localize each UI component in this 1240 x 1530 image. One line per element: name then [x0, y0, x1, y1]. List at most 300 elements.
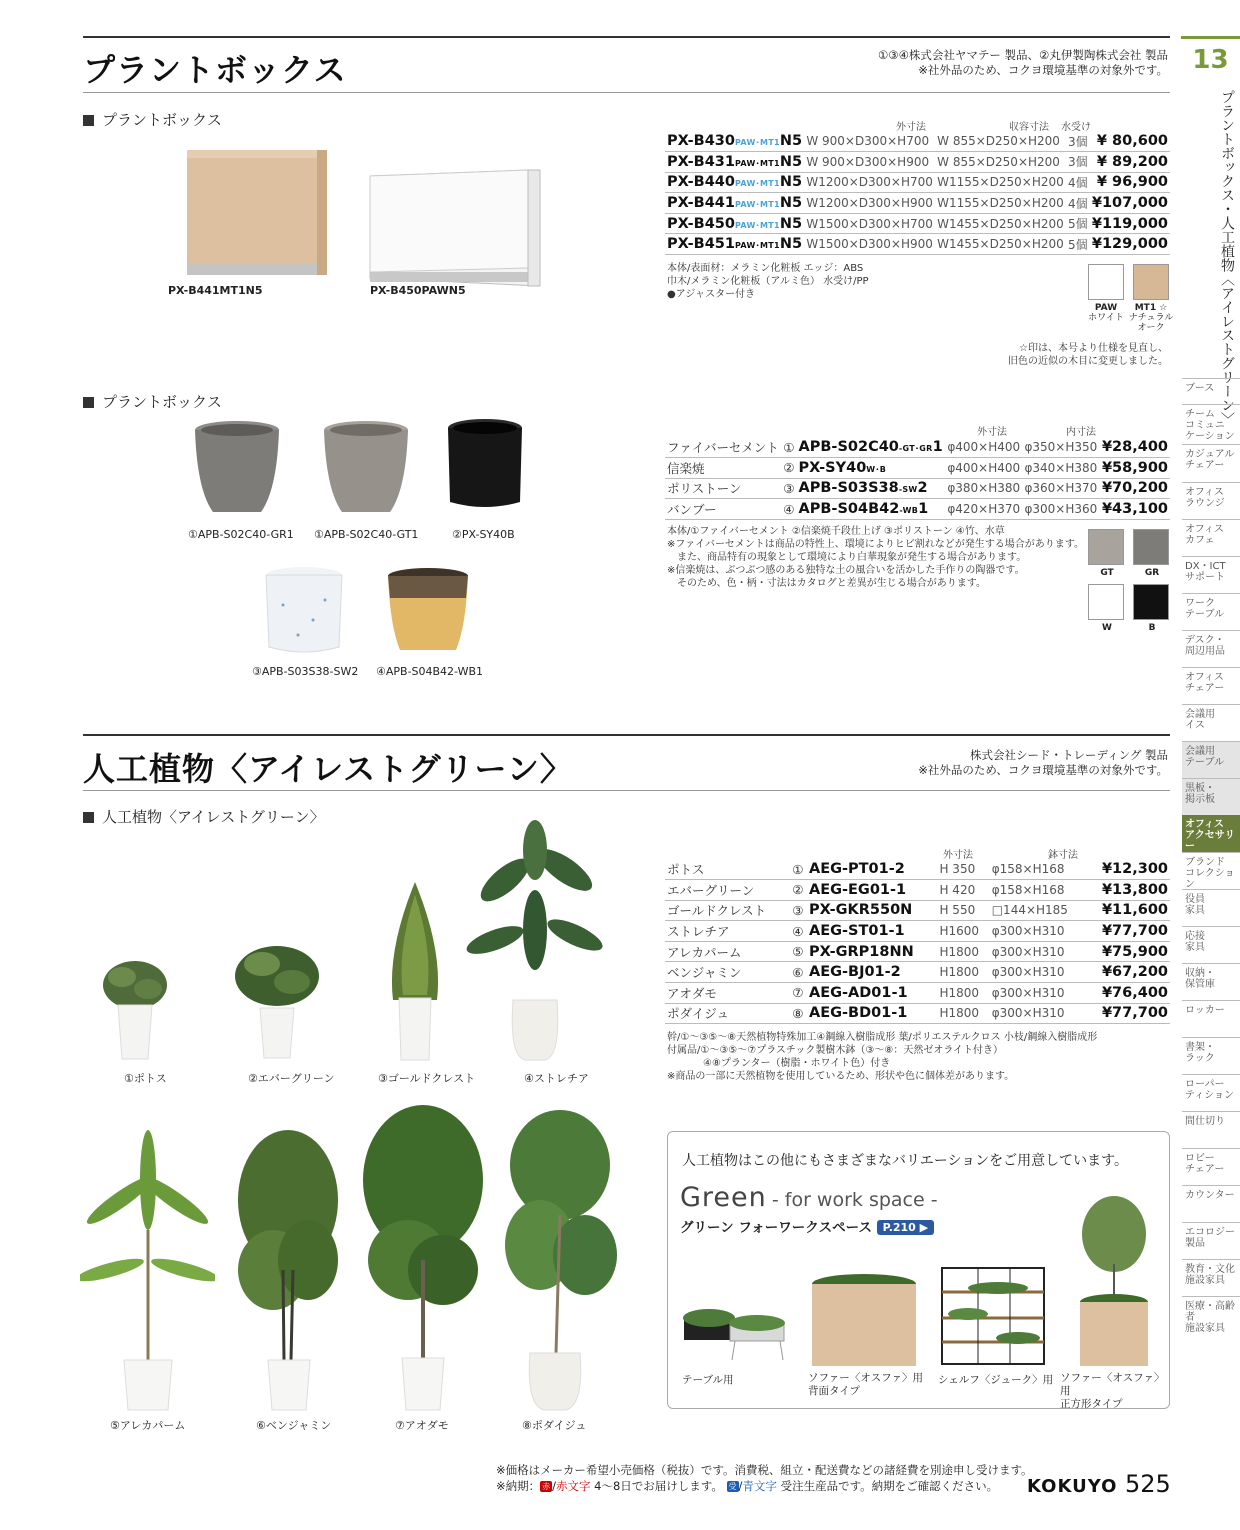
material: ポリストーン: [665, 478, 781, 499]
sidebar-item-label: ワーク: [1185, 598, 1215, 609]
code-suffix: PAW･MT1: [734, 158, 780, 168]
price: ¥12,300: [1086, 859, 1170, 880]
plant-name: ポダイジュ: [665, 1003, 789, 1024]
note-line: ※ファイバーセメントは商品の特性上、環境によりヒビ割れなどが発生する場合があります。: [667, 539, 1084, 550]
note-line: 本体/表面材：メラミン化粧板 エッジ：ABS: [667, 263, 864, 274]
code-suffix: PAW･MT1: [734, 179, 780, 189]
item-number: ④: [789, 921, 807, 942]
outer-size: W1200×D300×H900: [804, 193, 935, 214]
table-row: [665, 213, 1170, 234]
chapter-vertical-title: プラントボックス・人工植物〈アイレストグリーン〉: [1219, 90, 1235, 426]
sidebar-item-label: 施設家具: [1185, 1323, 1225, 1334]
product-code: AEG-AD01-1: [807, 983, 938, 1004]
brand-logo: KOKUYO: [1027, 1476, 1118, 1497]
plant-caption-4: ④ストレチア: [524, 1072, 589, 1085]
sidebar-item-label: 周辺用品: [1185, 646, 1225, 657]
maker-line: 株式会社シード・トレーディング 製品: [969, 748, 1168, 762]
price: ¥ 96,900: [1090, 172, 1170, 193]
plant-name: エバーグリーン: [665, 880, 789, 901]
outer-size: φ380×H380: [945, 478, 1022, 499]
promo-caption-4: [1060, 1372, 1169, 1411]
price: ¥76,400: [1086, 983, 1170, 1004]
sidebar-item-label: チェアー: [1185, 683, 1225, 694]
promo-table-planter-image: [680, 1300, 788, 1370]
code-tail: N5: [779, 236, 803, 253]
promo-caption-line: ソファー〈オスファ〉用: [1060, 1372, 1165, 1397]
plant-name: アオダモ: [665, 983, 789, 1004]
item-number: ①: [789, 859, 807, 880]
plant-caption-2: ②エバーグリーン: [248, 1072, 335, 1085]
material: ファイバーセメント: [665, 437, 781, 458]
sidebar-item-label: 医療・高齢者: [1185, 1301, 1235, 1323]
plant-name: ポトス: [665, 859, 789, 880]
pot-size: φ158×H168: [990, 859, 1086, 880]
promo-jp-name[interactable]: [680, 1216, 934, 1236]
subhead-planter-box: [83, 109, 222, 130]
section-title-planter: プラントボックス: [83, 51, 347, 89]
outer-size: H1800: [937, 1003, 989, 1024]
sidebar-item[interactable]: [1182, 889, 1240, 926]
inner-size: W1155×D250×H200: [935, 193, 1066, 214]
footer-text: 受注生産品です。納期をご確認ください。: [776, 1479, 999, 1493]
sidebar-item[interactable]: [1182, 1074, 1240, 1111]
sidebar-item[interactable]: [1182, 1000, 1240, 1037]
sidebar-item[interactable]: [1182, 926, 1240, 963]
sidebar-item-label: ローパー: [1185, 1079, 1225, 1090]
swatch-paw-label: [1082, 303, 1130, 323]
plant-caption-6: ⑥ベンジャミン: [256, 1419, 332, 1432]
title-underline: [83, 92, 1170, 93]
swatch-paw: [1088, 264, 1124, 300]
footer-text: /: [552, 1479, 557, 1493]
plants-notes: [667, 1031, 1097, 1083]
product-code: [797, 437, 946, 458]
code-tail: 1: [932, 439, 943, 456]
sidebar-item[interactable]: [1182, 667, 1240, 704]
subhead-label: プラントボックス: [102, 111, 222, 129]
pot-gt-image: [322, 420, 410, 518]
code-tail: N5: [779, 195, 803, 212]
item-number: ③: [781, 478, 796, 499]
tray-count: 5個: [1066, 213, 1090, 234]
code-tail: 1: [918, 501, 929, 518]
product-code: [665, 213, 804, 234]
sidebar-item[interactable]: [1182, 1259, 1240, 1296]
product-code: [665, 172, 804, 193]
sidebar-item[interactable]: [1182, 444, 1240, 482]
promo-caption-2: [808, 1372, 923, 1398]
sidebar-item-label: ブランド: [1185, 857, 1225, 868]
sidebar-item-label: チェアー: [1185, 460, 1225, 471]
sidebar-item-label: 収納・: [1185, 968, 1215, 979]
pot-size: φ300×H310: [990, 941, 1086, 962]
code-main: APB-S04B42: [798, 501, 900, 518]
price: ¥67,200: [1086, 962, 1170, 983]
code-tail: N5: [779, 133, 803, 150]
sidebar-item[interactable]: [1182, 1222, 1240, 1259]
plant-caption-8: ⑧ポダイジュ: [522, 1419, 587, 1432]
star-note: [968, 342, 1168, 368]
plant-goldcrest-image: [385, 880, 445, 1062]
subhead-label: 人工植物〈アイレストグリーン〉: [102, 808, 325, 826]
square-bullet-icon: [83, 397, 94, 408]
sidebar-item[interactable]: [1182, 815, 1240, 852]
footer-notes: [496, 1462, 1033, 1494]
outer-size: W1200×D300×H700: [804, 172, 935, 193]
sidebar-item-label: 施設家具: [1185, 1275, 1225, 1286]
sidebar-item-label: 会議用: [1185, 746, 1215, 757]
outer-size: W1500×D300×H700: [804, 213, 935, 234]
price: ¥28,400: [1100, 437, 1170, 458]
code-suffix: -GT･GR: [898, 444, 933, 454]
code-suffix: PAW･MT1: [734, 241, 780, 251]
product-code: PX-GKR550N: [807, 900, 938, 921]
note-line: 旧色の近似の木目に変更しました。: [1008, 356, 1168, 367]
code-main: PX-B441: [667, 195, 735, 212]
swatch-gt-label: GT: [1100, 568, 1114, 578]
sidebar-item-label: アクセサリー: [1185, 830, 1235, 852]
promo-caption-line: 背面タイプ: [808, 1385, 860, 1397]
table-row: [665, 131, 1170, 152]
sidebar-item[interactable]: [1182, 741, 1240, 778]
planter-box-notes: [667, 262, 869, 301]
code-main: PX-B440: [667, 174, 735, 191]
pot-bamboo-image: [386, 566, 470, 656]
table-row: [665, 880, 1170, 901]
sidebar-item[interactable]: [1182, 482, 1240, 519]
page-ref-link[interactable]: P.210 ▶: [877, 1220, 934, 1235]
plant-name: ストレチア: [665, 921, 789, 942]
code-tail: N5: [779, 215, 803, 232]
sidebar-item[interactable]: [1182, 556, 1240, 593]
pot-size: φ300×H310: [990, 983, 1086, 1004]
code-suffix: PAW･MT1: [734, 200, 780, 210]
product-code: AEG-BD01-1: [807, 1003, 938, 1024]
sidebar-item[interactable]: [1182, 593, 1240, 630]
sidebar-item-label: 保管庫: [1185, 979, 1215, 990]
plant-pothos-image: [100, 955, 170, 1063]
sidebar-item[interactable]: [1182, 1296, 1240, 1334]
note-line: また、商品特有の現象として環境により白華現象が発生する場合があります。: [677, 552, 1027, 563]
code-main: APB-S02C40: [798, 439, 899, 456]
footer-blue-text: 青文字: [742, 1479, 777, 1493]
sidebar-item-label: チーム: [1185, 409, 1215, 420]
material: 信楽焼: [665, 458, 781, 479]
sidebar-item-label: 家具: [1185, 942, 1205, 953]
subhead-pots: [83, 391, 222, 412]
note-line: そのため、色・柄・寸法はカタログと差異が生じる場合があります。: [677, 578, 986, 589]
col-pot: 鉢寸法: [1048, 850, 1078, 861]
pot-white-image: [263, 565, 345, 657]
table-row: [665, 172, 1170, 193]
note-line: ※商品の一部に天然植物を使用しているため、形状や色に個体差があります。: [667, 1071, 1015, 1082]
promo-jp-label: グリーン フォーワークスペース: [680, 1220, 872, 1236]
sidebar-item[interactable]: [1182, 378, 1240, 404]
product-code: [665, 152, 804, 173]
section-title-plants: 人工植物〈アイレストグリーン〉: [83, 750, 573, 788]
inner-size: W1155×D250×H200: [935, 172, 1066, 193]
swatch-gr: [1133, 529, 1169, 565]
outer-size: W 900×D300×H900: [804, 152, 935, 173]
product-code: AEG-BJ01-2: [807, 962, 938, 983]
footer-red-text: 赤文字: [556, 1479, 591, 1493]
footer-text: /: [738, 1479, 743, 1493]
code-suffix: W･B: [866, 464, 887, 474]
pots-notes: [667, 525, 1084, 590]
col-outer: 外寸法: [977, 427, 1007, 438]
sidebar-item-label: 会議用: [1185, 709, 1215, 720]
sidebar-item-label: エコロジー: [1185, 1227, 1235, 1238]
item-number: ⑦: [789, 983, 807, 1004]
sidebar-item-label: カウンター: [1185, 1190, 1235, 1201]
sidebar-item-label: テーブル: [1185, 609, 1225, 620]
plant-caption-5: ⑤アレカパーム: [110, 1419, 186, 1432]
planter-box-table: [665, 131, 1170, 255]
plant-caption-3: ③ゴールドクレスト: [378, 1072, 476, 1085]
price: ¥70,200: [1100, 478, 1170, 499]
sidebar-item[interactable]: [1182, 704, 1240, 741]
inner-size: W 855×D250×H200: [935, 131, 1066, 152]
sidebar-item-label: 家具: [1185, 905, 1205, 916]
outer-size: W 900×D300×H700: [804, 131, 935, 152]
swatch-gt: [1088, 529, 1124, 565]
sidebar-item-label: カジュアル: [1185, 449, 1235, 460]
square-bullet-icon: [83, 115, 94, 126]
code-suffix: -WB: [899, 506, 919, 516]
outer-size: H1800: [937, 962, 989, 983]
maker-note-2: [748, 748, 1168, 778]
sidebar-item[interactable]: [1182, 404, 1240, 444]
code-suffix: PAW･MT1: [734, 220, 780, 230]
pot-size: φ300×H310: [990, 962, 1086, 983]
swatch-code: MT1 ☆: [1134, 303, 1168, 313]
material: バンブー: [665, 499, 781, 520]
outer-size: φ400×H400: [945, 437, 1022, 458]
promo-caption-3: シェルフ〈ジューク〉用: [938, 1374, 1054, 1386]
table-row: [665, 478, 1170, 499]
swatch-gr-label: GR: [1144, 568, 1160, 578]
outer-size: H 420: [937, 880, 989, 901]
promo-logo-main: Green: [680, 1182, 767, 1213]
note-line: ●アジャスター付き: [667, 289, 756, 300]
sidebar-item[interactable]: [1182, 1185, 1240, 1222]
sidebar-item[interactable]: [1182, 852, 1240, 889]
sidebar-item-label: オフィス: [1185, 819, 1224, 830]
note-line: ☆印は、本号より仕様を見直し、: [1019, 343, 1168, 354]
red-stock-icon: 赤: [542, 1482, 551, 1491]
footer-line-1: ※価格はメーカー希望小売価格（税抜）です。消費税、組立・配送費などの諸経費を別途申し受けます。: [496, 1463, 1033, 1477]
maker-line: ※社外品のため、コクヨ環境基準の対象外です。: [918, 63, 1168, 77]
promo-box: [667, 1131, 1170, 1409]
plant-strelitzia-image: [465, 820, 605, 1064]
code-suffix: -SW: [898, 485, 918, 495]
price: ¥58,900: [1100, 458, 1170, 479]
outer-size: H 550: [937, 900, 989, 921]
sidebar-item-label: オフィス: [1185, 524, 1224, 535]
pot-gr-image: [193, 420, 281, 518]
inner-size: φ360×H370: [1022, 478, 1099, 499]
code-suffix: PAW･MT1: [734, 138, 780, 148]
promo-caption-1: テーブル用: [682, 1374, 734, 1386]
code-main: PX-B450: [667, 215, 735, 232]
price: ¥13,800: [1086, 880, 1170, 901]
price: ¥ 80,600: [1090, 131, 1170, 152]
pot-caption-5: ④APB-S04B42-WB1: [376, 665, 484, 678]
sidebar-item-label: イス: [1185, 720, 1205, 731]
plant-caption-1: ①ポトス: [124, 1072, 167, 1085]
plant-caption-7: ⑦アオダモ: [395, 1419, 449, 1432]
plant-name: ベンジャミン: [665, 962, 789, 983]
code-tail: N5: [779, 153, 803, 170]
subhead-label: プラントボックス: [102, 393, 222, 411]
product-code: [665, 131, 804, 152]
swatch-name: ナチュラル: [1128, 313, 1174, 323]
col-inner: 内寸法: [1066, 427, 1096, 438]
outer-size: φ400×H400: [945, 458, 1022, 479]
planter-box-white-image: [368, 168, 543, 292]
item-number: ⑥: [789, 962, 807, 983]
promo-shelf-image: [938, 1266, 1048, 1366]
sidebar-item-label: サポート: [1185, 572, 1225, 583]
price: ¥77,700: [1086, 1003, 1170, 1024]
note-line: ※信楽焼は、ぶつぶつ感のある独特な土の風合いを活かした手作りの陶器です。: [667, 565, 1025, 576]
code-main: APB-S03S38: [798, 480, 899, 497]
item-number: ⑧: [789, 1003, 807, 1024]
code-main: PX-SY40: [798, 459, 867, 476]
sidebar-item-label: DX・ICT: [1185, 561, 1226, 572]
plant-name: ゴールドクレスト: [665, 900, 789, 921]
top-rule: [83, 36, 1170, 38]
outer-size: φ420×H370: [945, 499, 1022, 520]
sidebar-item[interactable]: [1182, 1111, 1240, 1148]
sidebar-item[interactable]: [1182, 963, 1240, 1000]
table-row: [665, 193, 1170, 214]
item-number: ①: [781, 437, 796, 458]
table-row: [665, 1003, 1170, 1024]
table-row: [665, 859, 1170, 880]
maker-line: ①③④株式会社ヤマテー 製品、②丸伊製陶株式会社 製品: [877, 48, 1168, 62]
price: ¥43,100: [1100, 499, 1170, 520]
planter-box-white-caption: PX-B450PAWN5: [370, 284, 466, 297]
product-code: AEG-PT01-2: [807, 859, 938, 880]
outer-size: H 350: [937, 859, 989, 880]
note-line: 本体/①ファイバーセメント ②信楽焼千段仕上げ ③ポリストーン ④竹、水草: [667, 526, 1005, 537]
swatch-mt1-label: [1127, 303, 1175, 333]
plant-aodamo-image: [358, 1100, 488, 1412]
price: ¥75,900: [1086, 941, 1170, 962]
sidebar-item[interactable]: [1182, 778, 1240, 815]
sidebar-item-label: ロッカー: [1185, 1005, 1225, 1016]
outer-size: H1800: [937, 941, 989, 962]
code-main: PX-B430: [667, 133, 735, 150]
sidebar-item-label: 応接: [1185, 931, 1205, 942]
sidebar-item-label: オフィス: [1185, 487, 1224, 498]
price: ¥11,600: [1086, 900, 1170, 921]
sidebar-item-label: ロビー: [1185, 1153, 1215, 1164]
pot-size: φ158×H168: [990, 880, 1086, 901]
swatch-b-label: B: [1148, 623, 1156, 633]
planter-box-wood-caption: PX-B441MT1N5: [168, 284, 263, 297]
tray-count: 3個: [1066, 131, 1090, 152]
table-row: [665, 921, 1170, 942]
sidebar-item-label: デスク・: [1185, 635, 1225, 646]
product-code: [797, 499, 946, 520]
promo-logo-sub: - for work space -: [771, 1189, 938, 1211]
sidebar-item[interactable]: [1182, 519, 1240, 556]
col-inner: 収容寸法: [1009, 122, 1049, 133]
note-line: 付属品/①～③⑤～⑦プラスチック製樹木鉢（③～⑧：天然ゼオライト付き）: [667, 1045, 1004, 1056]
section2-rule: [83, 734, 1170, 736]
item-number: ④: [781, 499, 796, 520]
code-tail: 2: [917, 480, 928, 497]
promo-headline: 人工植物はこの他にもさまざまなバリエーションをご用意しています。: [682, 1153, 1129, 1169]
footer-text: ※納期：: [496, 1479, 541, 1493]
table-row: [665, 941, 1170, 962]
tray-count: 4個: [1066, 193, 1090, 214]
sidebar-item-label: テーブル: [1185, 757, 1225, 768]
inner-size: φ350×H350: [1022, 437, 1099, 458]
sidebar-item[interactable]: [1182, 630, 1240, 667]
pot-caption-2: ①APB-S02C40-GT1: [314, 528, 419, 541]
swatch-code: PAW: [1094, 303, 1118, 313]
swatch-w-label: W: [1102, 623, 1112, 633]
sidebar-item-label: 役員: [1185, 894, 1205, 905]
page-ref-label: P.210: [882, 1221, 916, 1234]
pot-size: φ300×H310: [990, 1003, 1086, 1024]
page-number: 525: [1125, 1470, 1171, 1498]
inner-size: W1455×D250×H200: [935, 234, 1066, 255]
sidebar-item[interactable]: [1182, 1037, 1240, 1074]
footer-text: 4～8日でお届けします。: [590, 1479, 727, 1493]
maker-note-1: [748, 48, 1168, 78]
product-code: [665, 193, 804, 214]
pot-caption-3: ②PX-SY40B: [452, 528, 515, 541]
plant-areca-image: [80, 1120, 215, 1412]
title-underline: [83, 790, 1170, 791]
sidebar-item-label: ケーション: [1185, 431, 1235, 442]
price: ¥77,700: [1086, 921, 1170, 942]
pot-size: φ300×H310: [990, 921, 1086, 942]
table-row: [665, 900, 1170, 921]
swatch-name: ホワイト: [1088, 313, 1124, 323]
outer-size: H1600: [937, 921, 989, 942]
chapter-number: 13: [1181, 36, 1240, 86]
plant-bodaiju-image: [500, 1105, 620, 1412]
code-main: PX-B431: [667, 153, 735, 170]
product-code: [665, 234, 804, 255]
table-row: [665, 962, 1170, 983]
product-code: [797, 478, 946, 499]
table-row: [665, 499, 1170, 520]
sidebar-item-label: コレクション: [1185, 868, 1235, 890]
sidebar-item-label: 間仕切り: [1185, 1116, 1225, 1127]
sidebar-item-label: 黒板・: [1185, 783, 1215, 794]
planter-box-wood-image: [185, 145, 330, 285]
sidebar-item-label: ブース: [1185, 383, 1215, 394]
sidebar-item-label: 教育・文化: [1185, 1264, 1235, 1275]
sidebar-item-label: 書架・: [1185, 1042, 1215, 1053]
tray-count: 5個: [1066, 234, 1090, 255]
product-code: PX-GRP18NN: [807, 941, 938, 962]
item-number: ③: [789, 900, 807, 921]
square-bullet-icon: [83, 812, 94, 823]
sidebar-item[interactable]: [1182, 1148, 1240, 1185]
sidebar-item-label: ラック: [1185, 1053, 1215, 1064]
inner-size: φ340×H380: [1022, 458, 1099, 479]
swatch-mt1: [1133, 264, 1169, 300]
promo-sofa-back-image: [808, 1272, 920, 1368]
sidebar-item-label: コミュニ: [1185, 420, 1225, 431]
